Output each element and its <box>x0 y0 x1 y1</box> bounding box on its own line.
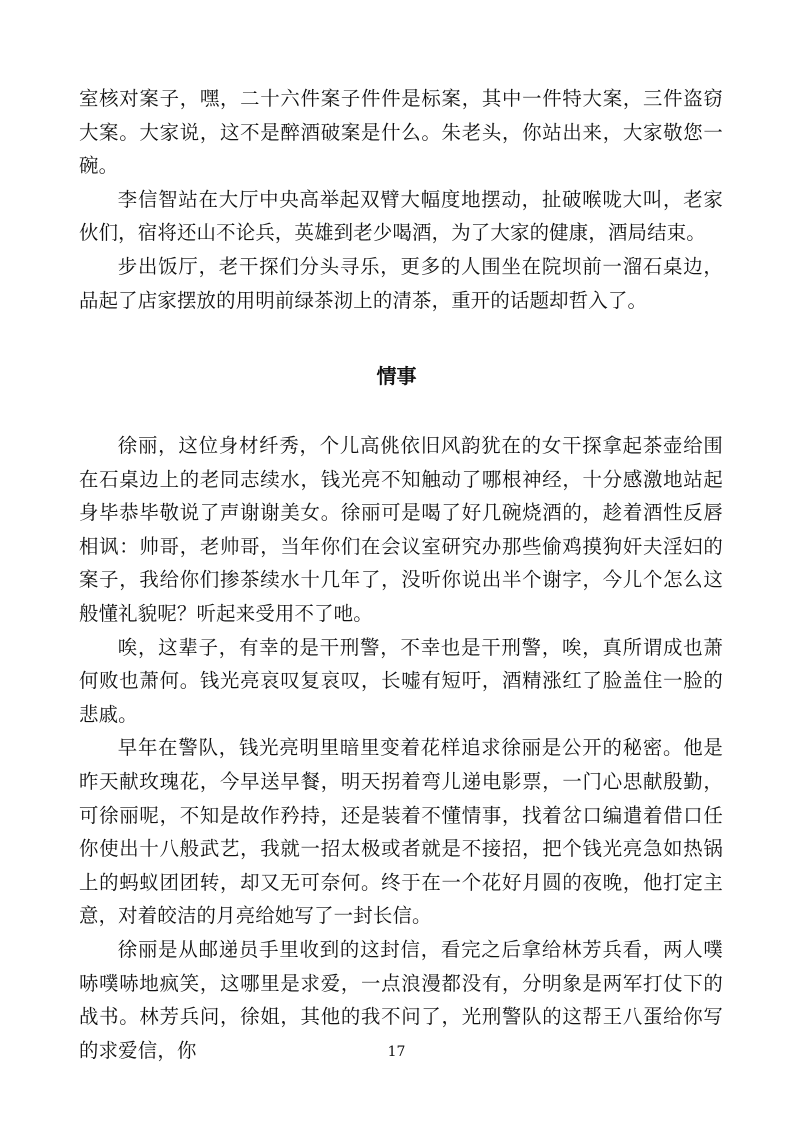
text-block-top <box>79 82 723 317</box>
text-block-main <box>79 429 723 1067</box>
paragraph: 唉，这辈子，有幸的是干刑警，不幸也是干刑警，唉，真所谓成也萧何败也萧何。钱光亮哀叹复哀叹，长嘘有短吁，酒精涨红了脸盖住一脸的悲戚。 <box>79 635 723 726</box>
paragraph-continuation: 室核对案子，嘿，二十六件案子件件是标案，其中一件特大案，三件盗窃大案。大家说，这不是醉酒破案是什么。朱老头，你站出来，大家敬您一碗。 <box>79 87 723 178</box>
paragraph: 早年在警队，钱光亮明里暗里变着花样追求徐丽是公开的秘密。他是昨天献玫瑰花，今早送早餐，明天拐着弯儿递电影票，一门心思献殷勤，可徐丽呢，不知是故作矜持，还是装着不懂情事，找着岔口编遣着借口任你使出十八般武艺，我就一招太极或者就是不接招，把个钱光亮急如热锅上的蚂蚁团团转，却又无可奈何。终于在一个花好月圆的夜晚，他打定主意，对着皎洁的月亮给她写了一封长信。 <box>79 736 723 928</box>
paragraph: 徐丽，这位身材纤秀，个儿高佻依旧风韵犹在的女干探拿起茶壶给围在石桌边上的老同志续水，钱光亮不知触动了哪根神经，十分感激地站起身毕恭毕敬说了声谢谢美女。徐丽可是喝了好几碗烧酒的，趁着酒性反唇相讽：帅哥，老帅哥，当年你们在会议室研究办那些偷鸡摸狗奸夫淫妇的案子，我给你们掺茶续水十几年了，没听你说出半个谢字，今儿个怎么这般懂礼貌呢？听起来受用不了吔。 <box>79 434 723 625</box>
paragraph: 李信智站在大厅中央高举起双臂大幅度地摆动，扯破喉咙大叫，老家伙们，宿将还山不论兵，英雄到老少喝酒，为了大家的健康，酒局结束。 <box>79 187 723 245</box>
page-number: 17 <box>387 1044 406 1060</box>
paragraph: 步出饭厅，老干探们分头寻乐，更多的人围坐在院坝前一溜石桌边，品起了店家摆放的用明前绿茶沏上的清茶，重开的话题却哲入了。 <box>79 254 723 312</box>
paragraph: 徐丽是从邮递员手里收到的这封信，看完之后拿给林芳兵看，两人噗哧噗哧地疯笑，这哪里是求爱，一点浪漫都没有，分明象是两军打仗下的战书。林芳兵问，徐姐，其他的我不问了，光刑警队的这帮王八蛋给你写的求爱信，你 <box>79 937 723 1062</box>
chapter-title: 情事 <box>376 364 417 388</box>
